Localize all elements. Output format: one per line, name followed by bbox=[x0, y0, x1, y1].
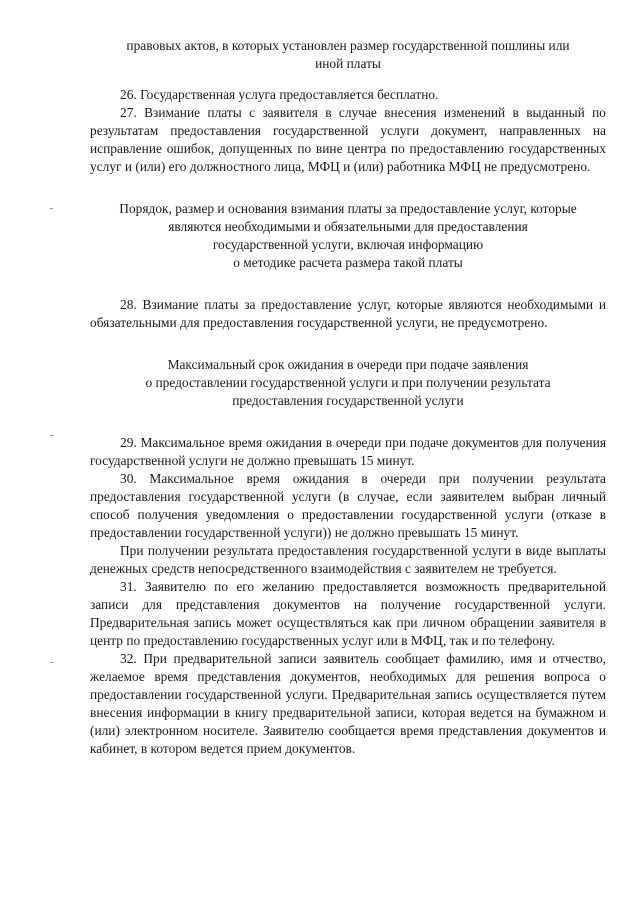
paragraph-28: 28. Взимание платы за предоставление услуг, которые являются необходимыми и обязательными для предоставления государственной услуги, не предусмотрено. bbox=[90, 297, 606, 330]
heading-line: Порядок, размер и основания взимания платы за предоставление услуг, которые bbox=[119, 201, 577, 216]
document-body bbox=[90, 37, 606, 758]
paragraph-30: 30. Максимальное время ожидания в очереди при получении результата предоставления государственной услуги (в случае, если заявителем выбран личный способ получения уведомления о предоставлении государственной услуги (отказе в предоставлении государственной услуги)) не должно превышать 15 минут. bbox=[90, 471, 606, 540]
heading-line: Максимальный срок ожидания в очереди при подаче заявления bbox=[167, 357, 529, 372]
heading-line: о методике расчета размера такой платы bbox=[233, 255, 463, 270]
heading-line: являются необходимыми и обязательными для предоставления bbox=[168, 219, 528, 234]
paragraph-27: 27. Взимание платы с заявителя в случае внесения изменений в выданный по результатам предоставления государственной услуги документ, направленных на исправление ошибок, допущенных по вине центра по предоставлению государственных услуг и (или) его должностного лица, МФЦ и (или) работника МФЦ не предусмотрено. bbox=[90, 105, 606, 174]
margin-mark bbox=[50, 435, 53, 436]
heading-line: государственной услуги, включая информацию bbox=[212, 237, 484, 252]
heading-line: предоставления государственной услуги bbox=[232, 393, 464, 408]
section-heading-waiting-time bbox=[90, 356, 606, 410]
paragraph-31: 31. Заявителю по его желанию предоставляется возможность предварительной записи для представления документов на получение государственной услуги. Предварительная запись может осуществляться как при личном обращении заявителя в центр по предоставлению государственных услуг или в МФЦ, так и по телефону. bbox=[90, 579, 606, 648]
paragraph-32: 32. При предварительной записи заявитель сообщает фамилию, имя и отчество, желаемое время представления документов, необходимых для решения вопроса о предоставлении государственной услуги. Предварительная запись осуществляется путем внесения информации в книгу предварительной записи, которая ведется на бумажном и (или) электронном носителе. Заявителю сообщается время представления документов и кабинет, в котором ведется прием документов. bbox=[90, 651, 606, 756]
paragraph-26: 26. Государственная услуга предоставляется бесплатно. bbox=[120, 87, 439, 102]
paragraph-29: 29. Максимальное время ожидания в очереди при подаче документов для получения государственной услуги не должно превышать 15 минут. bbox=[90, 435, 606, 468]
paragraph-result-payment: При получении результата предоставления государственной услуги в виде выплаты денежных средств непосредственного взаимодействия с заявителем не требуется. bbox=[90, 543, 606, 576]
heading-line: правовых актов, в которых установлен размер государственной пошлины или bbox=[126, 38, 570, 53]
margin-mark bbox=[50, 662, 53, 663]
top-heading bbox=[90, 37, 606, 73]
heading-line: иной платы bbox=[315, 56, 381, 71]
heading-line: о предоставлении государственной услуги и при получении результата bbox=[145, 375, 551, 390]
section-heading-fees bbox=[90, 200, 606, 272]
margin-mark bbox=[50, 208, 53, 209]
